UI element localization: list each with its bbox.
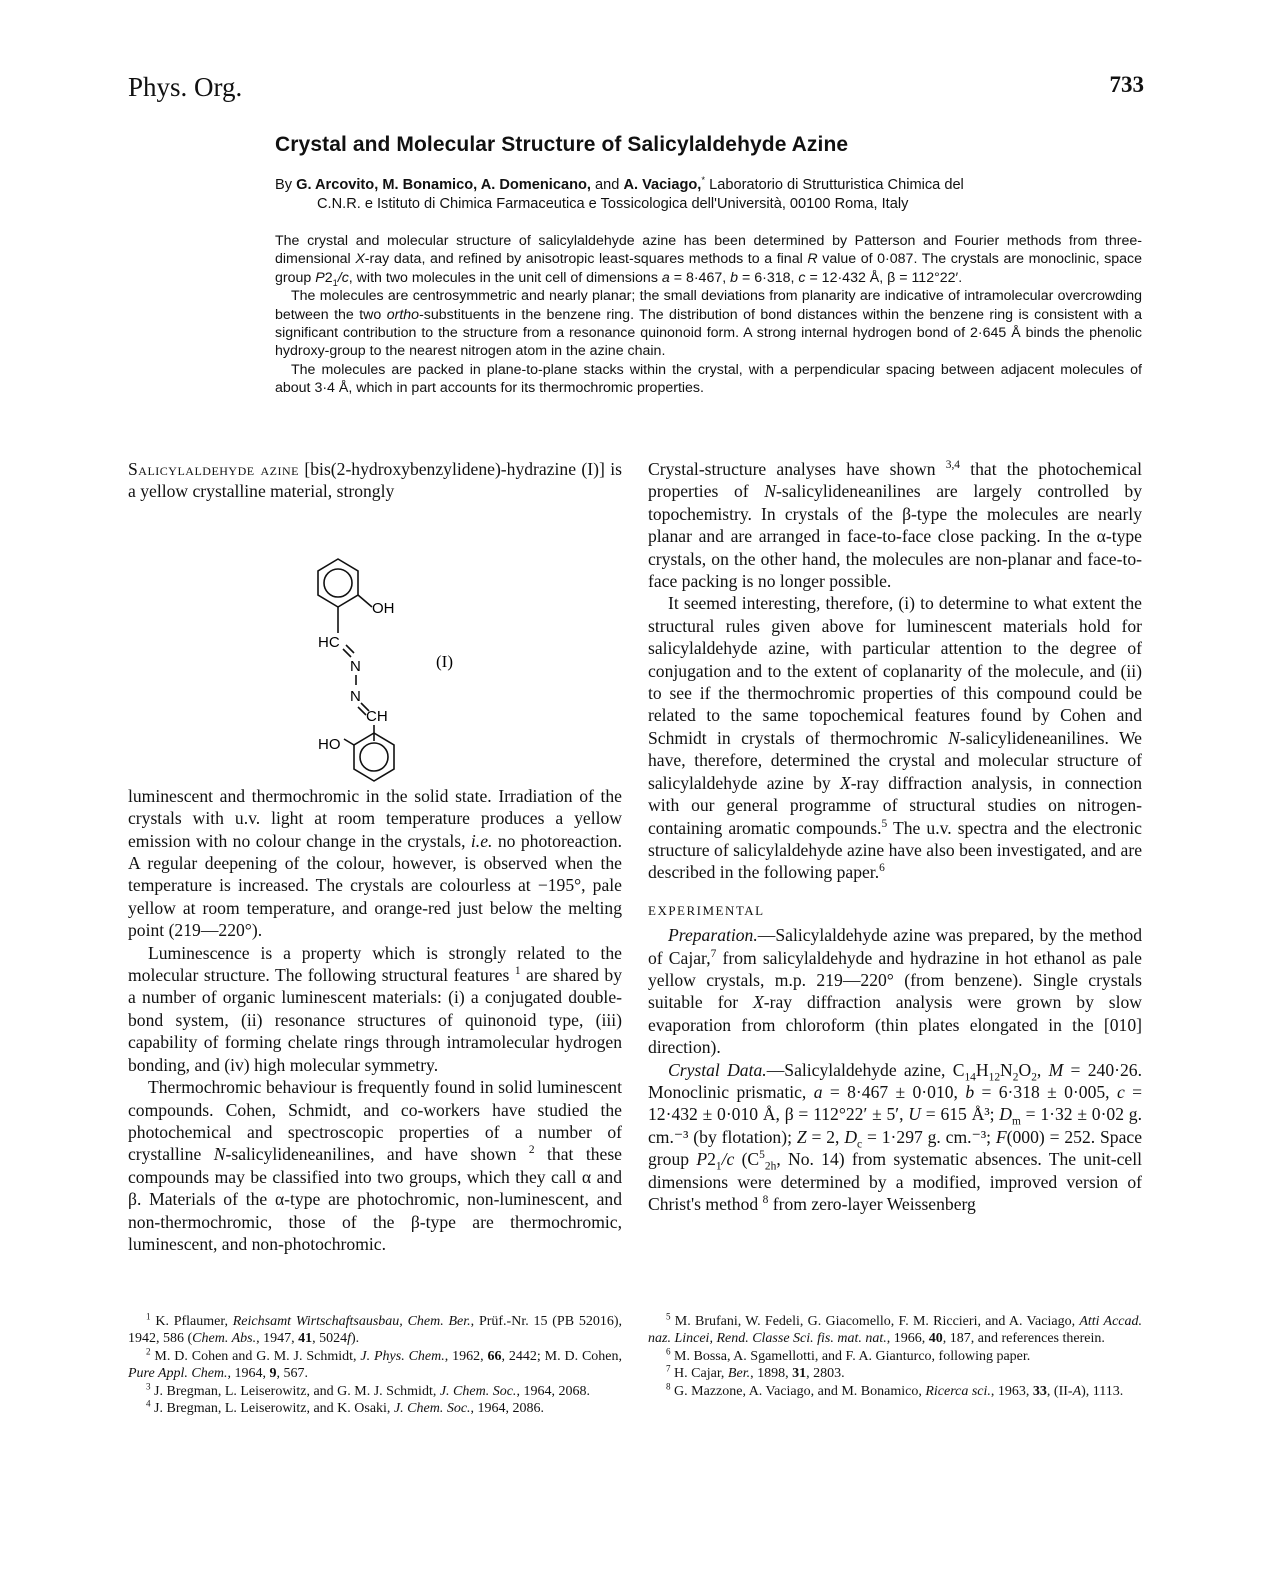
compound-label: (I) xyxy=(436,651,453,671)
reference-marker: 8 xyxy=(762,1194,769,1207)
body-text: N xyxy=(764,481,776,502)
abstract-text: = 12·432 Å, β = 112°22′. xyxy=(809,269,963,286)
footnote-text: , 1963, xyxy=(990,1383,1030,1399)
preparation-paragraph xyxy=(648,924,1142,1058)
body-text: Thermochromic behaviour is frequently found in solid luminescent compounds. Cohen, Schmidt, and co-workers have studied the photochemical and spectroscopic properties of a number of crystalline xyxy=(128,1077,622,1165)
footnote-journal: J. Chem. Soc. xyxy=(393,1401,471,1417)
subscript: 2h xyxy=(764,1160,777,1173)
footnote-text: , 187, and references therein. xyxy=(942,1331,1105,1347)
footnotes-left xyxy=(128,1313,622,1417)
affiliation-2: C.N.R. e Istituto di Chimica Farmaceutica e Tossicologica dell'Università, 00100 Roma, Italy xyxy=(317,196,909,212)
top-aromatic-circle xyxy=(324,569,352,597)
body-text: = 1·32 ± 0·02 g. cm.⁻³ (by flotation); xyxy=(648,1104,1142,1147)
footnote-text: J. Bregman, L. Leiserowitz, and K. Osaki, xyxy=(154,1401,391,1417)
abstract-text: value of 0·087. The crystals are monoclinic, space group xyxy=(275,251,1142,286)
intro-paragraph-continued xyxy=(128,785,622,942)
by-word: By xyxy=(275,177,293,193)
abstract-text: , with two molecules in the unit cell of dimensions xyxy=(348,269,658,286)
reference-marker: 5 xyxy=(881,817,888,830)
subscript: 2 xyxy=(1031,1071,1037,1084)
abstract-text: X xyxy=(355,251,365,268)
footnote-number: 7 xyxy=(666,1363,671,1374)
footnote-1 xyxy=(128,1313,622,1348)
footnote-text: J. Bregman, L. Leiserowitz, and G. M. J. Schmidt, xyxy=(154,1383,437,1399)
footnote-number: 1 xyxy=(146,1311,151,1322)
left-column xyxy=(128,458,622,1255)
footnote-text: f xyxy=(347,1331,351,1347)
footnote-volume: 33 xyxy=(1032,1383,1047,1399)
hc-n-double-bond-a xyxy=(346,645,354,653)
body-text: N xyxy=(1000,1059,1013,1080)
body-text: , No. 14) from systematic absences. The unit-cell dimensions were determined by a modified, improved version of Christ's method xyxy=(648,1149,1143,1214)
hc-label: HC xyxy=(318,633,340,651)
footnote-text: , (II- xyxy=(1046,1383,1073,1399)
body-text: that these compounds may be classified into two groups, which they call α and β. Materials of the α-type are photochromic, non-luminescent, and non-thermochromic, those of the β-type are thermochromic, luminescent, and non-photochromic. xyxy=(128,1144,622,1254)
body-text: no photoreaction. A regular deepening of the colour, however, is observed when the temperature is increased. The crystals are colourless at −195°, pale yellow at room temperature, and orange-red just below the melting point (219—220°). xyxy=(128,830,623,941)
abstract-paragraph-3: The molecules are packed in plane-to-plane stacks within the crystal, with a perpendicular spacing between adjacent molecules of about 3·4 Å, which in part accounts for its thermochromic properties. xyxy=(275,361,1142,397)
body-text: -salicylideneanilines are largely controlled by topochemistry. In crystals of the β-type the molecules are nearly planar and are arranged in face-to-face close packing. In the α-type crystals, on the other hand, the molecules are non-planar and face-to-face packing is no longer possible. xyxy=(648,481,1142,592)
body-text: H xyxy=(975,1059,989,1080)
footnote-volume: 40 xyxy=(928,1331,943,1347)
footnote-number: 2 xyxy=(146,1346,151,1357)
footnote-text: M. D. Cohen and G. M. J. Schmidt, xyxy=(154,1348,357,1364)
footnote-8 xyxy=(648,1380,1142,1400)
footnote-number: 5 xyxy=(666,1311,671,1322)
abstract-text: P xyxy=(315,269,325,286)
footnote-6 xyxy=(648,1348,1142,1365)
body-text: It seemed interesting, therefore, (i) to determine to what extent the structural rules given above for luminescent materials hold for salicylaldehyde azine, with particular attention to the degree of conjugation and to the extent of coplanarity of the molecule, and (ii) to see if the thermochromic properties of this compound could be related to the same topochemical features found by Cohen and Schmidt in crystals of thermochromic xyxy=(648,593,1142,748)
footnote-text: , 1962, xyxy=(444,1348,484,1364)
abstract-text: -substituents in the benzene ring. The distribution of bond distances within the benzene ring is consistent with a significant contribution to the structure from a resonance quinonoid form. A strong internal hydrogen bond of 2·645 Å binds the phenolic hydroxy-group to the nearest nitrogen atom in the azine chain. xyxy=(275,306,1142,360)
body-text: that the photochemical properties of xyxy=(648,459,1143,502)
body-text: a xyxy=(813,1081,823,1102)
body-text: Luminescence is a property which is strongly related to the molecular structure. The following structural features xyxy=(128,942,622,986)
footnote-number: 4 xyxy=(146,1398,151,1409)
body-text: Z xyxy=(796,1126,807,1147)
subscript: 14 xyxy=(964,1071,976,1084)
body-text: /c xyxy=(721,1149,735,1170)
intro-paragraph-start xyxy=(128,458,622,503)
abstract-text: ortho xyxy=(386,306,420,323)
body-text: -ray diffraction analysis were grown by slow evaporation from chloroform (thin plates elongated in the [010] direction). xyxy=(648,992,1142,1058)
abstract-text: 2 xyxy=(324,269,333,286)
abstract-text: The crystal and molecular structure of salicylaldehyde azine has been determined by Patterson and Fourier methods from three-dimensional xyxy=(275,233,1142,268)
footnote-text: , 2442; M. D. Cohen, xyxy=(501,1348,623,1364)
footnote-text: , Prüf.-Nr. 15 (PB 52016), 1942, 586 ( xyxy=(128,1314,622,1347)
abstract-text: 1 xyxy=(332,277,338,288)
reference-marker: 6 xyxy=(879,862,885,875)
article-title: Crystal and Molecular Structure of Salicylaldehyde Azine xyxy=(275,133,849,156)
and-word: and xyxy=(595,177,620,193)
body-text: i.e. xyxy=(470,830,493,851)
body-text: D xyxy=(844,1126,858,1147)
thermochromic-paragraph xyxy=(128,1076,622,1255)
n-label-1: N xyxy=(350,657,361,675)
salicylaldehyde-azine-structure xyxy=(288,503,528,785)
footnote-text: ). xyxy=(350,1331,360,1347)
abstract-text: = 6·318, xyxy=(741,269,795,286)
n-ch-double-bond-b xyxy=(358,707,366,715)
body-text: 2 xyxy=(707,1149,716,1170)
abstract-text: b xyxy=(730,269,739,286)
bottom-aromatic-circle xyxy=(360,743,388,771)
footnote-text: , 5024 xyxy=(312,1331,348,1347)
aims-paragraph xyxy=(648,592,1142,883)
reference-marker: 7 xyxy=(710,947,717,960)
body-text: = 8·467 ± 0·010, xyxy=(829,1081,958,1102)
right-column xyxy=(648,458,1142,1215)
body-text: -ray diffraction analysis, in connection with our general programme of structural studies on nitrogen-containing aromatic compounds. xyxy=(648,772,1142,838)
body-text: —Salicylaldehyde azine, C xyxy=(766,1059,965,1080)
ho-label-bottom: HO xyxy=(318,735,341,753)
author-block xyxy=(275,176,1145,214)
luminescence-paragraph xyxy=(128,942,622,1076)
subscript: c xyxy=(857,1138,863,1151)
page-number: 733 xyxy=(1109,72,1144,97)
reference-marker: 3,4 xyxy=(945,459,961,472)
body-text: = 6·318 ± 0·005, xyxy=(981,1081,1110,1102)
superscript: 5 xyxy=(759,1149,765,1162)
footnote-text: M. Brufani, W. Fedeli, G. Giacomello, F. M. Riccieri, and A. Vaciago, xyxy=(674,1314,1076,1329)
body-text: = 1·297 g. cm.⁻³; xyxy=(866,1126,992,1147)
abstract-text: a xyxy=(661,269,670,286)
body-text: O xyxy=(1018,1059,1032,1080)
footnote-journal: J. Phys. Chem. xyxy=(360,1348,445,1364)
author-names-2: A. Vaciago, xyxy=(623,177,702,193)
footnote-journal: Atti Accad. naz. Lincei, Rend. Classe Sci. fis. mat. nat. xyxy=(648,1314,1143,1347)
crystal-data-heading: Crystal Data. xyxy=(668,1059,767,1080)
running-head xyxy=(128,72,1144,112)
preparation-heading: Preparation. xyxy=(668,925,758,946)
footnote-number: 3 xyxy=(146,1380,151,1391)
abstract xyxy=(275,232,1142,398)
body-text: b xyxy=(965,1081,975,1102)
oh-bond-bottom xyxy=(344,739,354,745)
body-text: F xyxy=(995,1126,1007,1147)
footnote-text: , 1964, 2068. xyxy=(516,1383,590,1399)
footnote-volume: 66 xyxy=(487,1348,502,1364)
footnote-volume: 9 xyxy=(269,1366,277,1382)
hc-n-double-bond-b xyxy=(343,649,351,657)
body-text: The u.v. spectra and the electronic structure of salicylaldehyde azine have also been investigated, and are described in the following paper. xyxy=(648,817,1142,883)
footnote-3 xyxy=(128,1380,622,1400)
footnote-volume: 31 xyxy=(792,1366,807,1382)
footnote-journal: Ricerca sci. xyxy=(925,1383,991,1399)
body-text: -salicylideneanilines, and have shown xyxy=(225,1144,517,1165)
footnote-text: , 2803. xyxy=(806,1366,845,1382)
footnote-number: 6 xyxy=(666,1346,671,1357)
body-text: = 615 Å³; xyxy=(925,1104,995,1125)
body-text: from salicylaldehyde and hydrazine in hot ethanol as pale yellow crystals, m.p. 219—220° (from benzene). Single crystals suitable for xyxy=(648,947,1142,1013)
footnote-7 xyxy=(648,1365,1142,1382)
footnote-journal: Reichsamt Wirtschaftsausbau, Chem. Ber. xyxy=(232,1314,471,1329)
footnote-text: , 1898, xyxy=(750,1366,789,1382)
experimental-heading: EXPERIMENTAL xyxy=(648,902,765,918)
body-text: X xyxy=(753,992,764,1013)
abstract-text: = 8·467, xyxy=(673,269,727,286)
footnote-journal: Chem. Abs. xyxy=(192,1331,257,1347)
crystal-data-paragraph xyxy=(648,1059,1142,1216)
footnote-text: , 1947, xyxy=(256,1331,295,1347)
body-text: N xyxy=(948,727,960,748)
body-text: c xyxy=(1116,1081,1125,1102)
reference-marker: 1 xyxy=(514,965,521,978)
footnote-text: K. Pflaumer, xyxy=(155,1314,228,1329)
n-label-2: N xyxy=(350,687,361,705)
body-text: = 2, xyxy=(811,1126,840,1147)
abstract-paragraph-2 xyxy=(275,287,1142,361)
body-text: are shared by a number of organic luminescent materials: (i) a conjugated double-bond system, (ii) resonance structures of quinonoid type, (iii) capability of forming chelate rings through intramolecular hydrogen bonding, and (iv) high molecular symmetry. xyxy=(128,965,622,1075)
author-names-1: G. Arcovito, M. Bonamico, A. Domenicano, xyxy=(296,177,591,193)
journal-name: Phys. Org. xyxy=(128,72,243,102)
footnote-text: A xyxy=(1072,1383,1082,1399)
footnote-journal: J. Chem. Soc. xyxy=(439,1383,517,1399)
footnote-text: , 567. xyxy=(276,1366,309,1382)
body-text: , xyxy=(1036,1059,1042,1080)
body-text: (000) = 252. Space group xyxy=(648,1126,1143,1170)
footnote-text: , 1966, xyxy=(886,1331,926,1347)
chemical-structure-figure xyxy=(128,503,622,785)
ch-label: CH xyxy=(366,707,388,725)
abstract-text: R xyxy=(807,251,818,268)
body-text: luminescent and thermochromic in the solid state. Irradiation of the crystals with u.v. light at room temperature produces a yellow emission with no colour change in the crystals, xyxy=(128,785,622,851)
subscript: 12 xyxy=(988,1071,1001,1084)
footnote-journal: Ber. xyxy=(727,1366,751,1382)
abstract-text: The molecules are centrosymmetric and nearly planar; the small deviations from planarity are indicative of intramolecular overcrowding between the two xyxy=(275,288,1142,323)
footnote-4 xyxy=(128,1400,622,1417)
body-text: Crystal-structure analyses have shown xyxy=(648,459,936,479)
body-text: U xyxy=(908,1104,922,1125)
corresponding-star: * xyxy=(701,175,706,187)
affiliation-1: Laboratorio di Strutturistica Chimica del xyxy=(709,177,964,193)
body-text: N xyxy=(213,1144,226,1165)
reference-marker: 2 xyxy=(528,1144,535,1157)
oh-label-top: OH xyxy=(372,599,395,617)
abstract-paragraph-1 xyxy=(275,232,1142,287)
lead-in-smallcaps: Salicylaldehyde azine xyxy=(128,459,299,479)
body-text: [bis(2-hydroxybenzylidene)-hydrazine (I)] is a yellow crystalline material, strongly xyxy=(128,459,623,502)
footnotes-right xyxy=(648,1313,1142,1400)
subscript: m xyxy=(1011,1115,1021,1128)
footnote-2 xyxy=(128,1348,622,1383)
oh-bond-top xyxy=(358,595,372,607)
footnote-journal: Pure Appl. Chem. xyxy=(128,1366,228,1382)
subscript: 2 xyxy=(1012,1071,1019,1084)
abstract-text: -ray data, and refined by anisotropic least-squares methods to a final xyxy=(364,251,803,268)
footnote-number: 8 xyxy=(666,1380,671,1391)
body-text: = 240·26. Monoclinic prismatic, xyxy=(648,1059,1142,1102)
footnote-text: H. Cajar, xyxy=(674,1366,725,1382)
body-text: from zero-layer Weissenberg xyxy=(772,1194,976,1214)
body-text: P xyxy=(696,1149,708,1170)
footnote-text: M. Bossa, A. Sgamellotti, and F. A. Gianturco, following paper. xyxy=(674,1348,1031,1364)
abstract-text: c xyxy=(798,269,806,286)
crystal-analyses-paragraph xyxy=(648,458,1142,592)
body-text: —Salicylaldehyde azine was prepared, by the method of Cajar, xyxy=(648,925,1142,968)
subscript: 1 xyxy=(715,1160,722,1173)
body-text: X xyxy=(839,772,851,793)
body-text: = 12·432 ± 0·010 Å, β = 112°22′ ± 5′, xyxy=(648,1081,1143,1125)
body-text: -salicylideneanilines. We have, therefore, determined the crystal and molecular structure of salicylaldehyde azine by xyxy=(648,727,1142,793)
footnote-text: G. Mazzone, A. Vaciago, and M. Bonamico, xyxy=(674,1383,922,1399)
footnote-volume: 41 xyxy=(298,1331,313,1347)
footnote-text: , 1964, 2086. xyxy=(470,1401,545,1417)
footnote-text: ), 1113. xyxy=(1081,1383,1124,1399)
body-text: (C xyxy=(741,1149,760,1170)
footnote-5 xyxy=(648,1313,1142,1348)
abstract-text: /c xyxy=(337,269,349,286)
body-text: D xyxy=(999,1104,1012,1125)
body-text: M xyxy=(1048,1059,1064,1080)
footnote-text: , 1964, xyxy=(227,1366,267,1382)
